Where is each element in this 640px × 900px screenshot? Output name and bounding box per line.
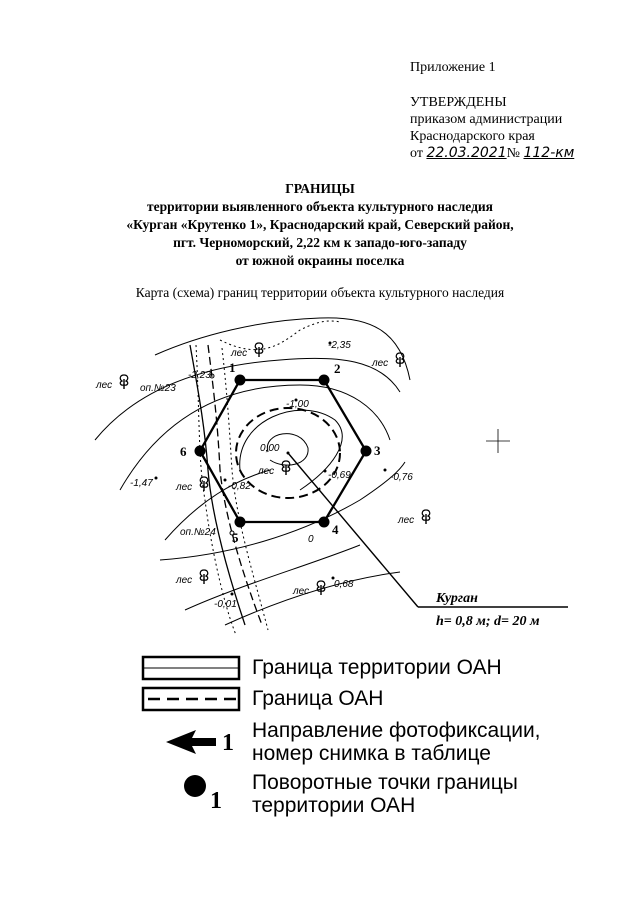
legend-photo-number: 1: [222, 730, 234, 756]
legend-points-label-1: Поворотные точки границы: [252, 771, 518, 794]
title-line-5: от южной окраины поселка: [235, 253, 405, 268]
legend-territory-border-symbol: [143, 657, 239, 679]
arrow-left-icon: [166, 730, 216, 754]
point-label-2: 2: [334, 361, 341, 376]
turning-point-1: [235, 375, 246, 386]
approved-line-2: Краснодарского края: [410, 129, 535, 144]
point-label-5: 5: [232, 530, 239, 545]
title-line-3: «Курган «Крутенко 1», Краснодарский край, Северский район,: [126, 217, 514, 232]
forest-label: лес: [176, 482, 193, 493]
elevation-label: 0,00: [260, 443, 280, 454]
object-name: Курган: [436, 591, 478, 606]
elevation-label: -2,35: [328, 340, 351, 351]
forest-label: лес: [398, 515, 415, 526]
forest-label: лес: [231, 348, 248, 359]
tree-icon: [422, 510, 429, 524]
legend-turning-point-symbol: [184, 775, 206, 797]
forest-label: лес: [258, 466, 275, 477]
turning-point-3: [361, 446, 372, 457]
legend-points-number: 1: [210, 788, 222, 814]
appendix-label: Приложение 1: [410, 60, 496, 75]
legend-photo-label-2: номер снимка в таблице: [252, 742, 491, 765]
approval-date: 22.03.2021: [426, 145, 507, 161]
point-label-3: 3: [374, 443, 381, 458]
object-params: h= 0,8 м; d= 20 м: [436, 614, 540, 629]
turning-point-5: [235, 517, 246, 528]
crosshair-mark: [486, 429, 510, 453]
approved-title: УТВЕРЖДЕНЫ: [410, 95, 507, 110]
approval-number: 112-км: [523, 145, 575, 161]
pole-label-23: оп.№23: [140, 383, 176, 394]
tree-icon: [200, 477, 207, 491]
legend-territory-border-label: Граница территории ОАН: [252, 656, 502, 679]
contour-line: [160, 462, 405, 560]
forest-label: лес: [176, 575, 193, 586]
elevation-label: -0,76: [390, 472, 413, 483]
contour-lines: [95, 318, 410, 625]
number-prefix: №: [506, 146, 520, 161]
date-prefix: от: [410, 146, 423, 161]
forest-label: лес: [96, 380, 113, 391]
forest-label: лес: [372, 358, 389, 369]
tree-icon: [396, 353, 403, 367]
turning-point-4: [319, 517, 330, 528]
contour-line: [225, 572, 400, 625]
point-label-1: 1: [229, 360, 236, 375]
point-label-4: 4: [332, 522, 339, 537]
tree-icon: [282, 461, 289, 475]
elevation-label: -0,82: [228, 481, 251, 492]
title-line-4: пгт. Черноморский, 2,22 км к западо-юго-западу: [173, 235, 467, 250]
turning-point-2: [319, 375, 330, 386]
tree-icon: [120, 375, 127, 389]
elevation-label: -1,47: [130, 478, 153, 489]
tree-icon: [255, 343, 262, 357]
turning-points: [195, 375, 372, 528]
title-line-1: ГРАНИЦЫ: [285, 181, 355, 196]
turning-point-6: [195, 446, 206, 457]
approved-line-1: приказом администрации: [410, 112, 563, 127]
tree-icon: [200, 570, 207, 584]
title-line-2: территории выявленного объекта культурного наследия: [146, 199, 493, 214]
elevation-label: -2,23: [188, 370, 211, 381]
contour-line: [95, 358, 400, 440]
elevation-label: -0,01: [214, 599, 237, 610]
tree-icon: [317, 581, 324, 595]
elevation-label: -1,00: [286, 399, 309, 410]
elevation-label: 0,68: [334, 579, 354, 590]
legend-photo-label-1: Направление фотофиксации,: [252, 719, 541, 742]
pole-label-24: оп.№24: [180, 527, 216, 538]
forest-label: лес: [293, 586, 310, 597]
legend-points-label-2: территории ОАН: [252, 794, 416, 817]
elevation-label: 0: [308, 534, 314, 545]
elevation-label: -0,69: [328, 470, 351, 481]
map-caption: Карта (схема) границ территории объекта культурного наследия: [135, 285, 505, 300]
legend-oan-border-label: Граница ОАН: [252, 687, 384, 710]
point-label-6: 6: [180, 444, 187, 459]
legend-oan-border-symbol: [143, 688, 239, 710]
